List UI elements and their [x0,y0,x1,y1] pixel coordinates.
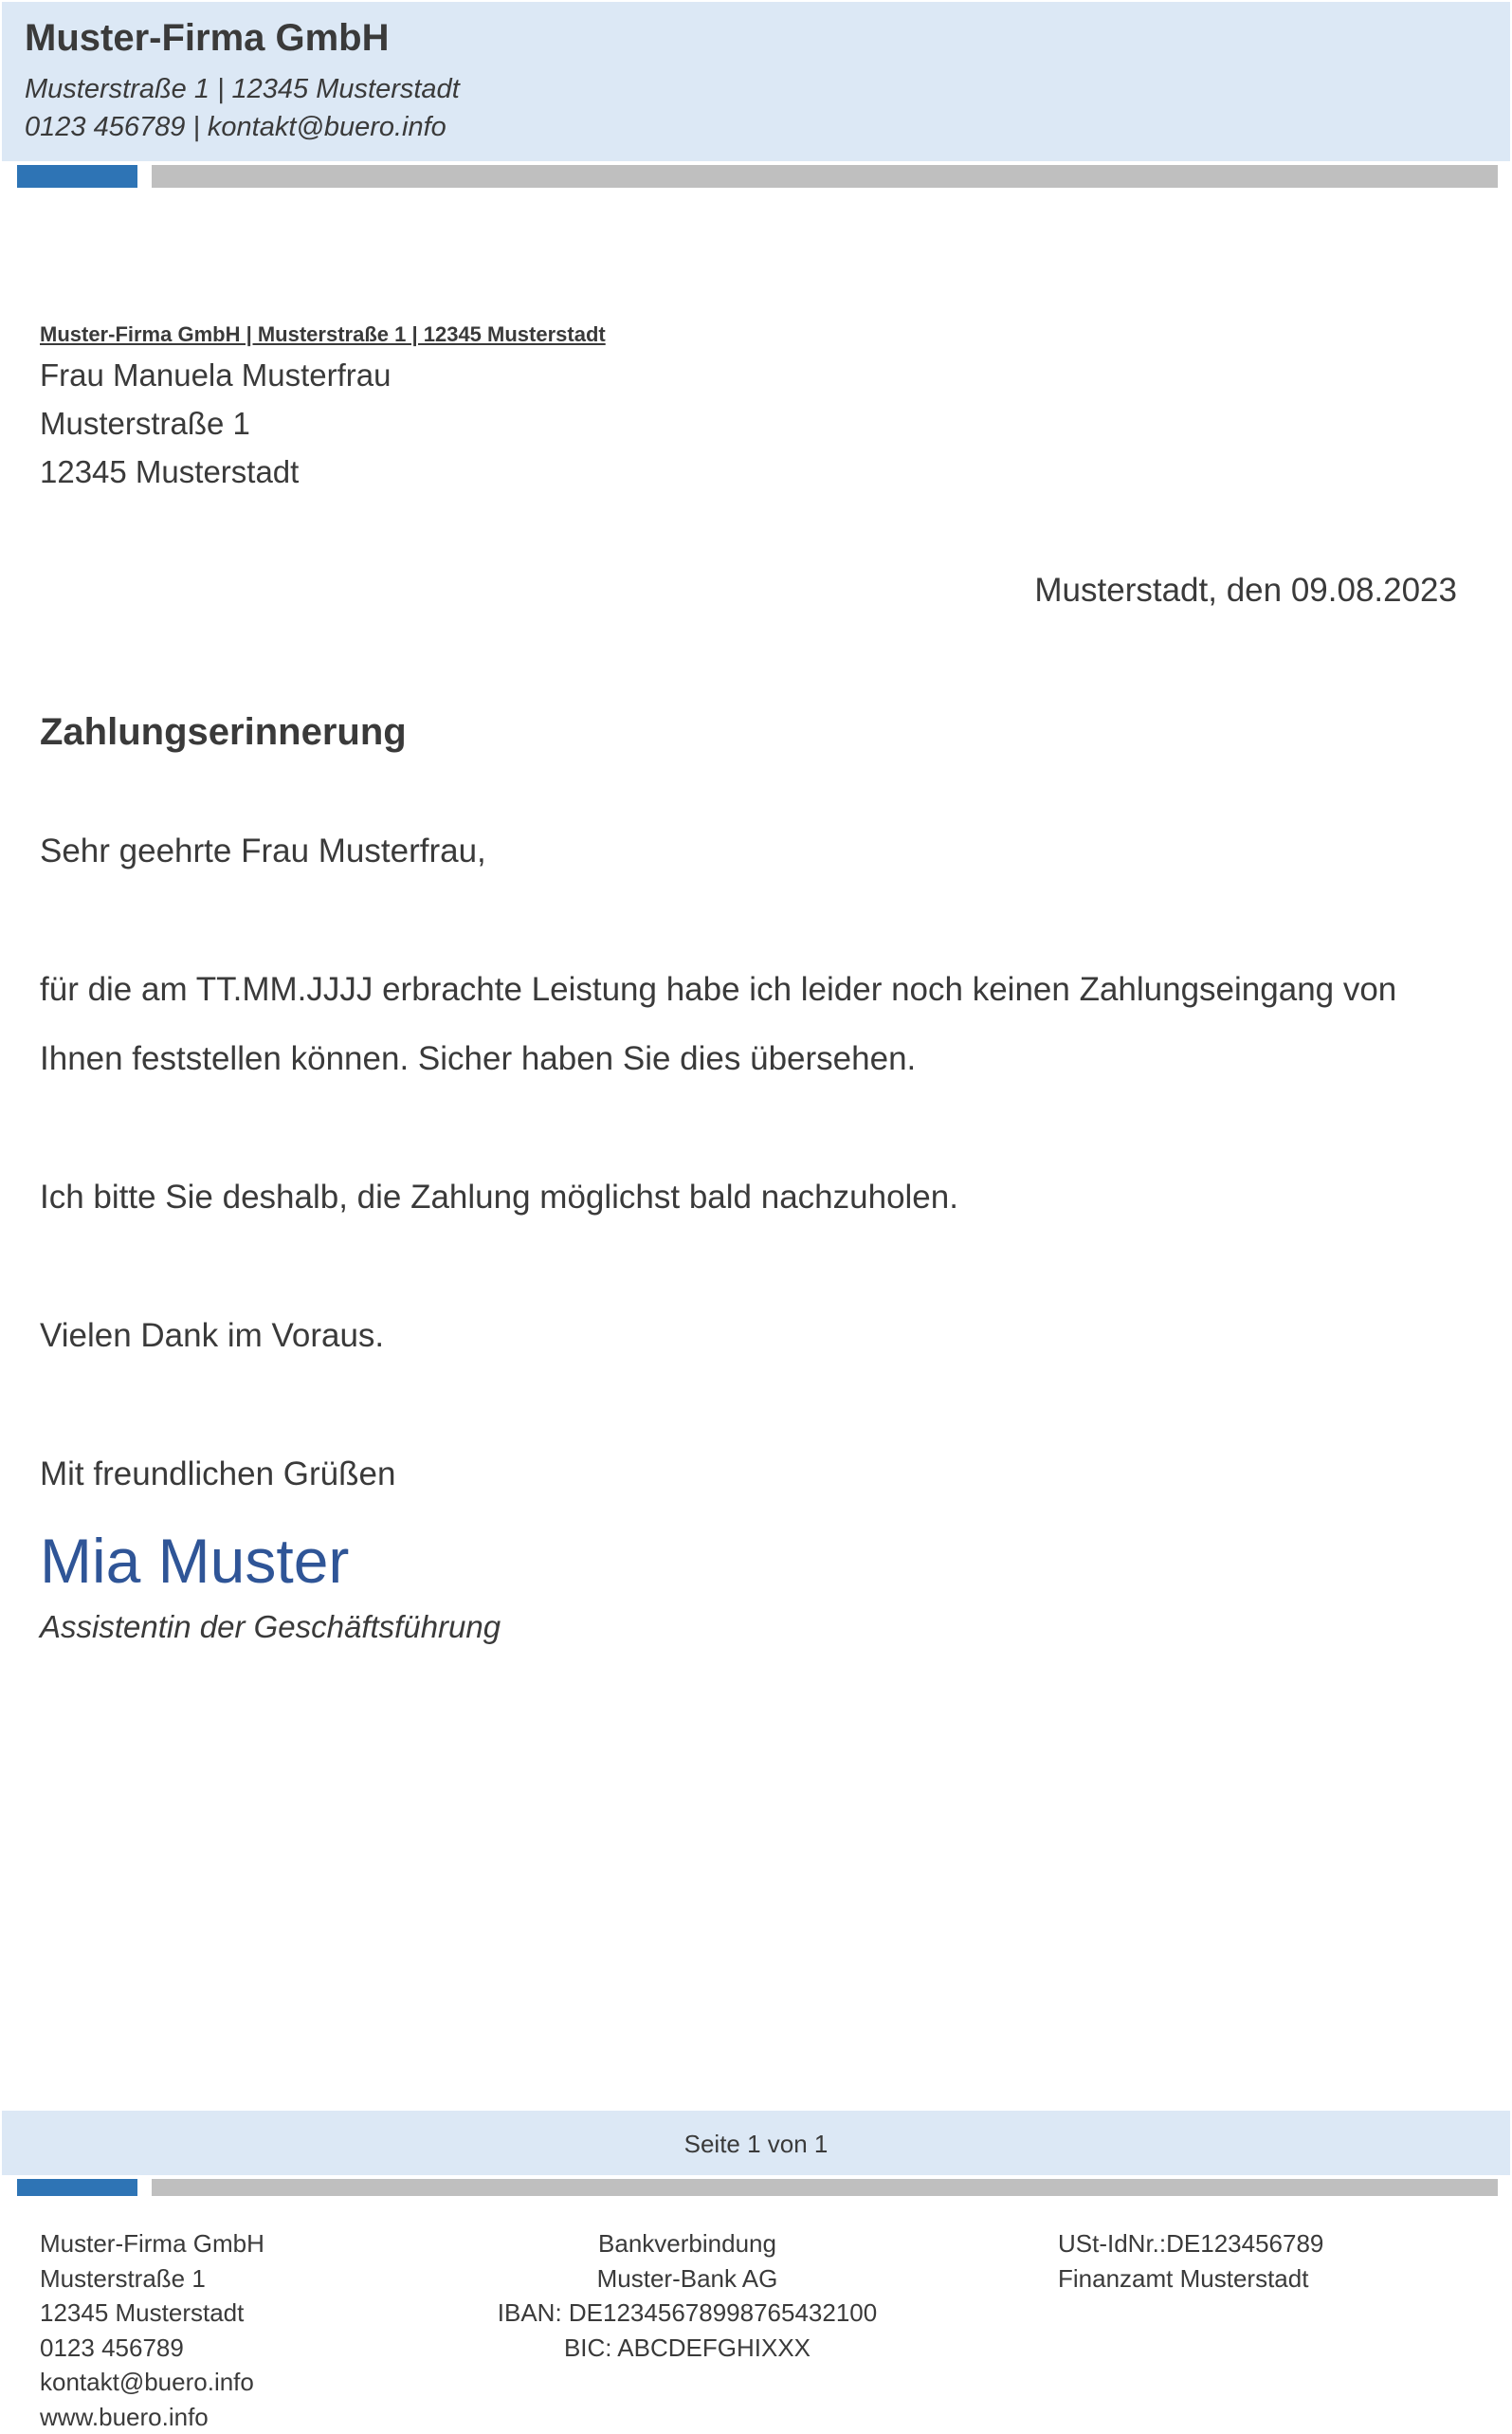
header-contact-line [25,112,446,143]
letter-subject: Zahlungserinnerung [40,711,407,754]
sender-return-address: Muster-Firma GmbH | Musterstraße 1 | 12345 Musterstadt [40,322,606,347]
footer-bank-iban: IBAN: DE12345678998765432100 [492,2296,883,2331]
recipient-street: Musterstraße 1 [40,406,250,442]
header-phone: 0123 456789 [25,112,185,142]
recipient-name: Frau Manuela Musterfrau [40,357,392,393]
letter-paragraph-2: Ich bitte Sie deshalb, die Zahlung möglichst bald nachzuholen. [40,1179,958,1217]
header-email: kontakt@buero.info [208,112,446,142]
signer-position: Assistentin der Geschäftsführung [40,1609,501,1645]
header-address-line [25,74,460,105]
page-number: Seite 1 von 1 [0,2130,1512,2159]
footer-company-column [40,2226,264,2434]
header-separator: | [209,74,232,104]
footer-vat-id: USt-IdNr.:DE123456789 [1058,2226,1323,2261]
footer-company-phone: 0123 456789 [40,2331,264,2366]
header-accent-grey-bar [152,165,1498,188]
signature-name: Mia Muster [40,1525,349,1597]
letter-salutation: Sehr geehrte Frau Musterfrau, [40,833,486,870]
recipient-city: 12345 Musterstadt [40,454,299,490]
header-accent-blue-bar [17,165,137,188]
letter-closing: Mit freundlichen Grüßen [40,1455,395,1493]
footer-tax-column [1058,2226,1323,2296]
footer-bank-heading: Bankverbindung [492,2226,883,2261]
footer-accent-grey-bar [152,2179,1498,2196]
header-separator: | [185,112,208,142]
letter-date: Musterstadt, den 09.08.2023 [1034,572,1457,610]
footer-bank-name: Muster-Bank AG [492,2261,883,2297]
footer-tax-office: Finanzamt Musterstadt [1058,2261,1323,2297]
footer-company-website: www.buero.info [40,2400,264,2434]
footer-company-name: Muster-Firma GmbH [40,2226,264,2261]
letter-paragraph-1-line-2: Ihnen feststellen können. Sicher haben Sie dies übersehen. [40,1040,916,1078]
footer-company-city: 12345 Musterstadt [40,2296,264,2331]
footer-bank-bic: BIC: ABCDEFGHIXXX [492,2331,883,2366]
footer-bank-column [492,2226,883,2365]
footer-accent-blue-bar [17,2179,137,2196]
header-city: 12345 Musterstadt [232,74,460,104]
footer-company-street: Musterstraße 1 [40,2261,264,2297]
header-street: Musterstraße 1 [25,74,209,104]
company-name: Muster-Firma GmbH [25,17,390,60]
letter-paragraph-1-line-1: für die am TT.MM.JJJJ erbrachte Leistung habe ich leider noch keinen Zahlungseingang von [40,971,1396,1009]
letter-paragraph-3: Vielen Dank im Voraus. [40,1317,384,1355]
footer-company-email: kontakt@buero.info [40,2365,264,2400]
